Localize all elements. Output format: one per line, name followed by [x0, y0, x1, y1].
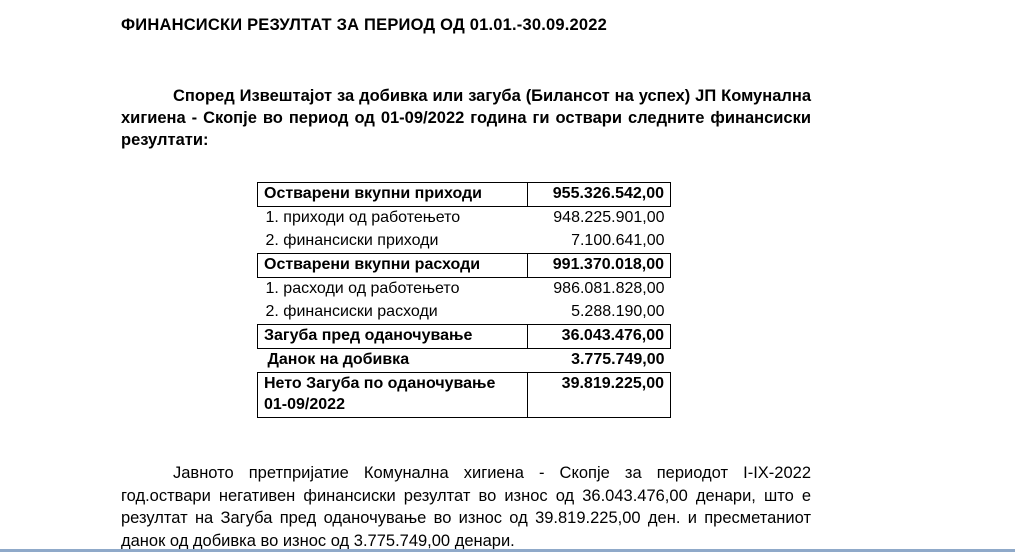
row-value: 5.288.190,00 — [571, 303, 665, 320]
row-value: 7.100.641,00 — [571, 232, 665, 249]
row-label: Нето Загуба по оданочување 01-09/2022 — [258, 373, 528, 418]
closing-paragraph: Јавното претпријатие Комунална хигиена - Скопје за периодот I-IX-2022 год.оствари негативен финансиски резултат во износ од 36.043.476,00 денари, што е резултат на Загуба пред оданочување во износ од 39.819.225,00 ден. и пресметаниот данок од добивка во износ од 3.775.749,00 денари. — [121, 464, 811, 550]
row-label: Данок на добивка — [267, 351, 410, 368]
row-value: 3.775.749,00 — [571, 351, 665, 368]
intro-paragraph: Според Извештајот за добивка или загуба (Билансот на успех) ЈП Комунална хигиена - Скопје во период од 01-09/2022 година ги оствари следните финансиски резултати: — [121, 87, 811, 149]
table-row — [258, 349, 671, 373]
row-label: Загуба пред оданочување — [258, 325, 528, 349]
table-row — [258, 301, 671, 325]
table-row — [258, 230, 671, 254]
document-title: ФИНАНСИСКИ РЕЗУЛТАТ ЗА ПЕРИОД ОД 01.01.-30.09.2022 — [121, 16, 608, 34]
row-value: 986.081.828,00 — [553, 280, 665, 297]
table-row — [258, 207, 671, 231]
table-row — [258, 373, 671, 418]
row-label: 1. приходи од работењето — [265, 209, 461, 226]
table-row — [258, 325, 671, 349]
row-label: Остварени вкупни расходи — [258, 254, 528, 278]
row-label: 2. финансиски расходи — [265, 303, 438, 320]
table-row — [258, 183, 671, 207]
row-label: 1. расходи од работењето — [265, 280, 460, 297]
row-value: 991.370.018,00 — [528, 254, 671, 278]
row-value: 36.043.476,00 — [528, 325, 671, 349]
row-value: 948.225.901,00 — [553, 209, 665, 226]
row-value: 955.326.542,00 — [528, 183, 671, 207]
table-row — [258, 278, 671, 302]
row-label: Остварени вкупни приходи — [258, 183, 528, 207]
table-row — [258, 254, 671, 278]
row-value: 39.819.225,00 — [528, 373, 671, 418]
financial-results-table — [257, 182, 671, 418]
row-label: 2. финансиски приходи — [265, 232, 439, 249]
